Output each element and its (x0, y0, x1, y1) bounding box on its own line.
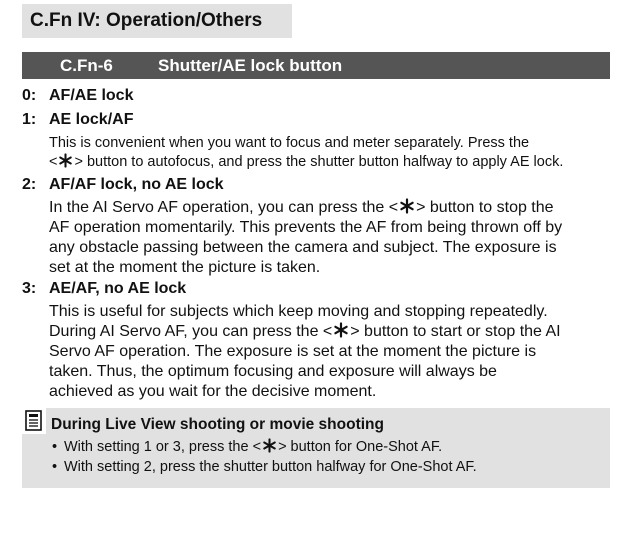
live-view-note (22, 408, 610, 488)
option-label: AF/AF lock, no AE lock (49, 176, 224, 193)
description-line: During AI Servo AF, you can press the < > button to start or stop the AI (49, 323, 561, 340)
option-label: AE lock/AF (49, 111, 134, 128)
description-line: This is useful for subjects which keep moving and stopping repeatedly. (49, 303, 548, 320)
function-name: Shutter/AE lock button (158, 56, 343, 75)
option-0-heading (22, 87, 133, 105)
description-line: taken. Thus, the optimum focusing and exposure will always be (49, 363, 497, 380)
option-label: AF/AE lock (49, 87, 134, 104)
description-line: < > button to autofocus, and press the shutter button halfway to apply AE lock. (49, 154, 564, 170)
option-number: 3: (22, 280, 37, 297)
function-header (22, 52, 610, 79)
af-start-button-icon (399, 198, 415, 214)
description-line: AF operation momentarily. This prevents the AF from being thrown off by (49, 219, 563, 236)
option-2-heading (22, 176, 224, 194)
option-1-heading (22, 111, 133, 129)
option-3-heading (22, 280, 186, 298)
option-label: AE/AF, no AE lock (49, 280, 187, 297)
option-number: 0: (22, 87, 37, 104)
description-line: achieved as you wait for the decisive moment. (49, 383, 377, 400)
note-title: During Live View shooting or movie shooting (51, 416, 384, 433)
af-start-button-icon (333, 322, 349, 338)
function-code: C.Fn-6 (60, 56, 113, 75)
option-number: 2: (22, 176, 37, 193)
note-bullet: • With setting 1 or 3, press the < > button for One-Shot AF. (52, 439, 443, 455)
note-bullet: • With setting 2, press the shutter button halfway for One-Shot AF. (52, 459, 477, 475)
description-line: This is convenient when you want to focus and meter separately. Press the (49, 135, 530, 151)
af-start-button-icon (58, 153, 73, 168)
option-2-description (49, 198, 562, 278)
af-start-button-icon (262, 438, 277, 453)
description-line: Servo AF operation. The exposure is set at the moment the picture is (49, 343, 537, 360)
description-line: any obstacle passing between the camera and subject. The exposure is (49, 239, 557, 256)
section-title: C.Fn IV: Operation/Others (22, 4, 292, 38)
option-number: 1: (22, 111, 37, 128)
option-3-description (49, 302, 561, 402)
option-1-description (49, 134, 563, 172)
description-line: In the AI Servo AF operation, you can press the < > button to stop the (49, 199, 554, 216)
memo-icon (22, 408, 46, 434)
description-line: set at the moment the picture is taken. (49, 259, 321, 276)
